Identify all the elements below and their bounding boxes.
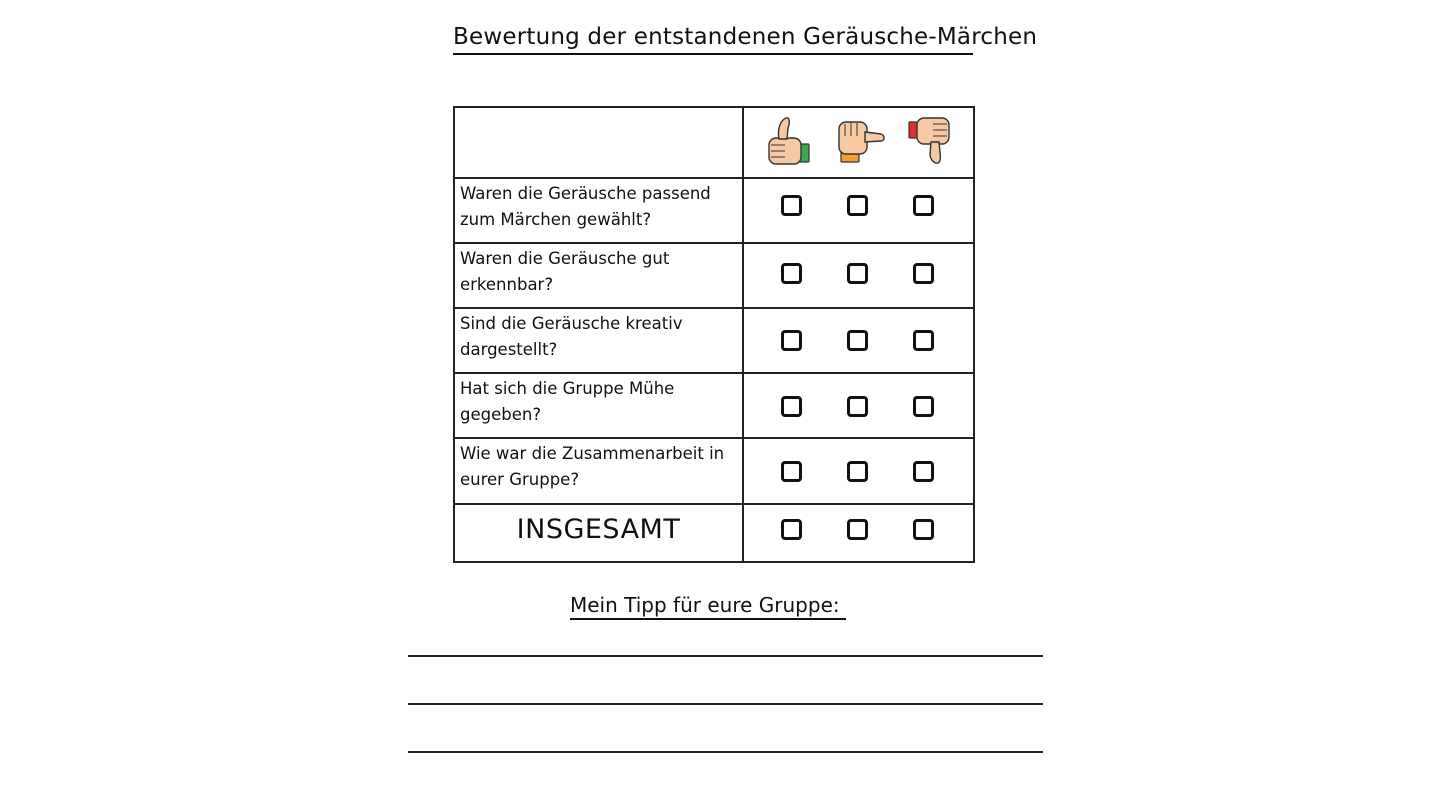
checkbox-thumbs-sideways[interactable] bbox=[847, 195, 868, 216]
total-label: INSGESAMT bbox=[455, 503, 744, 561]
tip-heading: Mein Tipp für eure Gruppe: bbox=[570, 592, 846, 620]
question-text: Sind die Geräusche kreativ dargestellt? bbox=[455, 307, 744, 372]
question-text: Wie war die Zusammenarbeit in eurer Gruppe? bbox=[455, 437, 744, 503]
writing-line[interactable] bbox=[408, 751, 1043, 753]
table-row bbox=[455, 437, 973, 505]
table-header-row bbox=[455, 108, 973, 179]
writing-line[interactable] bbox=[408, 703, 1043, 705]
checkbox-thumbs-down[interactable] bbox=[913, 263, 934, 284]
checkbox-thumbs-down[interactable] bbox=[913, 396, 934, 417]
question-text: Waren die Geräusche passend zum Märchen gewählt? bbox=[455, 177, 744, 242]
checkbox-thumbs-sideways[interactable] bbox=[847, 263, 868, 284]
thumbs-up-icon bbox=[765, 114, 813, 166]
thumbs-down-icon bbox=[907, 114, 955, 168]
checkbox-thumbs-down[interactable] bbox=[913, 461, 934, 482]
checkbox-thumbs-down[interactable] bbox=[913, 519, 934, 540]
question-text: Waren die Geräusche gut erkennbar? bbox=[455, 242, 744, 307]
table-row bbox=[455, 177, 973, 244]
table-row bbox=[455, 307, 973, 374]
checkbox-thumbs-up[interactable] bbox=[781, 396, 802, 417]
checkbox-thumbs-up[interactable] bbox=[781, 263, 802, 284]
checkbox-thumbs-sideways[interactable] bbox=[847, 461, 868, 482]
checkbox-thumbs-sideways[interactable] bbox=[847, 519, 868, 540]
checkbox-thumbs-sideways[interactable] bbox=[847, 330, 868, 351]
checkbox-thumbs-up[interactable] bbox=[781, 519, 802, 540]
rating-table bbox=[453, 106, 975, 563]
checkbox-thumbs-up[interactable] bbox=[781, 461, 802, 482]
header-empty-cell bbox=[455, 108, 744, 177]
writing-line[interactable] bbox=[408, 655, 1043, 657]
question-text: Hat sich die Gruppe Mühe gegeben? bbox=[455, 372, 744, 437]
table-row bbox=[455, 242, 973, 309]
table-row-total bbox=[455, 503, 973, 561]
thumbs-sideways-icon bbox=[835, 114, 887, 166]
checkbox-thumbs-up[interactable] bbox=[781, 195, 802, 216]
checkbox-thumbs-sideways[interactable] bbox=[847, 396, 868, 417]
checkbox-thumbs-down[interactable] bbox=[913, 195, 934, 216]
page-title: Bewertung der entstandenen Geräusche-Märchen bbox=[453, 22, 973, 55]
table-row bbox=[455, 372, 973, 439]
checkbox-thumbs-up[interactable] bbox=[781, 330, 802, 351]
checkbox-thumbs-down[interactable] bbox=[913, 330, 934, 351]
